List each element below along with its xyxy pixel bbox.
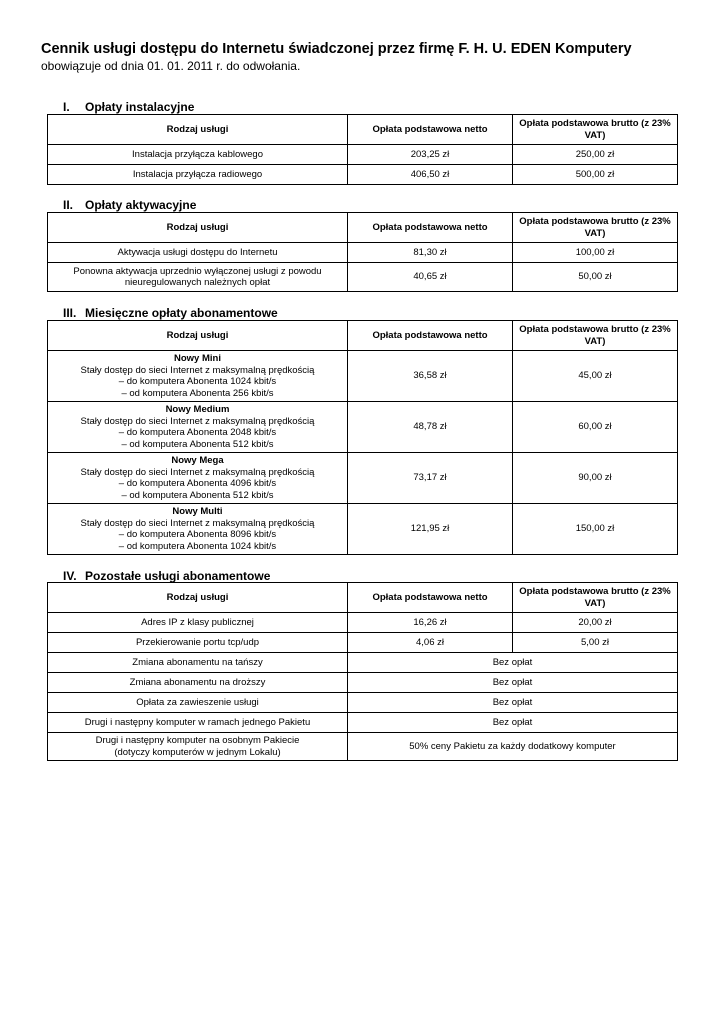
page-title: Cennik usługi dostępu do Internetu świadczonej przez firmę F. H. U. EDEN Komputery — [41, 41, 632, 57]
table-row — [48, 243, 678, 263]
service-line: nieuregulowanych należnych opłat — [124, 277, 271, 288]
net-price-cell: 40,65 zł — [348, 263, 513, 292]
service-cell: Adres IP z klasy publicznej — [48, 613, 348, 633]
package-name: Nowy Multi — [172, 506, 223, 517]
package-download-speed: – do komputera Abonenta 8096 kbit/s — [118, 529, 277, 540]
service-cell: Opłata za zawieszenie usługi — [48, 693, 348, 713]
section-label: Pozostałe usługi abonamentowe — [85, 569, 271, 583]
package-cell — [48, 402, 348, 453]
package-cell — [48, 453, 348, 504]
header-net: Opłata podstawowa netto — [348, 213, 513, 243]
header-service: Rodzaj usługi — [48, 213, 348, 243]
header-net: Opłata podstawowa netto — [348, 321, 513, 351]
section-title-monthly — [63, 306, 278, 320]
package-upload-speed: – od komputera Abonenta 512 kbit/s — [121, 438, 274, 450]
other-fees-table — [47, 582, 678, 761]
section-label: Miesięczne opłaty abonamentowe — [85, 306, 278, 320]
package-description: Stały dostęp do sieci Internet z maksymalną prędkością — [80, 415, 315, 427]
service-cell — [48, 733, 348, 761]
page-subtitle: obowiązuje od dnia 01. 01. 2011 r. do odwołania. — [41, 59, 301, 73]
header-service: Rodzaj usługi — [48, 321, 348, 351]
header-service: Rodzaj usługi — [48, 115, 348, 145]
service-line: Drugi i następny komputer na osobnym Pakiecie — [95, 735, 300, 746]
net-price-cell: 36,58 zł — [348, 351, 513, 402]
package-download-speed: – do komputera Abonenta 2048 kbit/s — [118, 427, 277, 438]
table-row — [48, 693, 678, 713]
merged-price-cell: Bez opłat — [348, 713, 678, 733]
table-row — [48, 673, 678, 693]
service-cell: Aktywacja usługi dostępu do Internetu — [48, 243, 348, 263]
gross-price-cell: 90,00 zł — [513, 453, 678, 504]
section-number: I. — [63, 100, 70, 114]
net-price-cell: 121,95 zł — [348, 504, 513, 555]
package-download-speed: – do komputera Abonenta 4096 kbit/s — [118, 478, 277, 489]
gross-price-cell: 500,00 zł — [513, 165, 678, 185]
service-cell — [48, 263, 348, 292]
package-cell — [48, 504, 348, 555]
gross-price-cell: 5,00 zł — [513, 633, 678, 653]
gross-price-cell: 100,00 zł — [513, 243, 678, 263]
header-gross: Opłata podstawowa brutto (z 23% VAT) — [513, 583, 678, 613]
gross-price-cell: 45,00 zł — [513, 351, 678, 402]
package-name: Nowy Mini — [174, 353, 221, 364]
merged-price-cell: Bez opłat — [348, 673, 678, 693]
package-description: Stały dostęp do sieci Internet z maksymalną prędkością — [80, 466, 315, 478]
package-download-speed: – do komputera Abonenta 1024 kbit/s — [118, 376, 277, 387]
table-row — [48, 453, 678, 504]
merged-price-cell: 50% ceny Pakietu za każdy dodatkowy komputer — [348, 733, 678, 761]
section-number: IV. — [63, 569, 77, 583]
service-cell: Przekierowanie portu tcp/udp — [48, 633, 348, 653]
package-name: Nowy Mega — [171, 455, 224, 466]
table-row — [48, 653, 678, 673]
net-price-cell: 73,17 zł — [348, 453, 513, 504]
table-header-row — [48, 583, 678, 613]
net-price-cell: 406,50 zł — [348, 165, 513, 185]
merged-price-cell: Bez opłat — [348, 653, 678, 673]
section-label: Opłaty aktywacyjne — [85, 198, 197, 212]
table-row — [48, 165, 678, 185]
table-row — [48, 613, 678, 633]
package-description: Stały dostęp do sieci Internet z maksymalną prędkością — [80, 364, 315, 376]
package-name: Nowy Medium — [165, 404, 230, 415]
table-row — [48, 263, 678, 292]
gross-price-cell: 150,00 zł — [513, 504, 678, 555]
package-upload-speed: – od komputera Abonenta 1024 kbit/s — [118, 540, 277, 552]
header-net: Opłata podstawowa netto — [348, 583, 513, 613]
gross-price-cell: 250,00 zł — [513, 145, 678, 165]
table-header-row — [48, 321, 678, 351]
section-number: II. — [63, 198, 74, 212]
service-cell: Instalacja przyłącza radiowego — [48, 165, 348, 185]
gross-price-cell: 20,00 zł — [513, 613, 678, 633]
table-row — [48, 351, 678, 402]
net-price-cell: 48,78 zł — [348, 402, 513, 453]
gross-price-cell: 50,00 zł — [513, 263, 678, 292]
table-header-row — [48, 213, 678, 243]
service-line: Ponowna aktywacja uprzednio wyłączonej usługi z powodu — [73, 265, 322, 277]
activation-fees-table — [47, 212, 678, 292]
net-price-cell: 203,25 zł — [348, 145, 513, 165]
header-gross: Opłata podstawowa brutto (z 23% VAT) — [513, 321, 678, 351]
net-price-cell: 16,26 zł — [348, 613, 513, 633]
header-service: Rodzaj usługi — [48, 583, 348, 613]
package-upload-speed: – od komputera Abonenta 512 kbit/s — [121, 489, 274, 501]
service-cell: Zmiana abonamentu na droższy — [48, 673, 348, 693]
table-row — [48, 633, 678, 653]
package-cell — [48, 351, 348, 402]
service-line: (dotyczy komputerów w jednym Lokalu) — [114, 746, 281, 758]
package-upload-speed: – od komputera Abonenta 256 kbit/s — [121, 387, 274, 399]
header-net: Opłata podstawowa netto — [348, 115, 513, 145]
table-row — [48, 504, 678, 555]
table-header-row — [48, 115, 678, 145]
header-gross: Opłata podstawowa brutto (z 23% VAT) — [513, 213, 678, 243]
table-row — [48, 733, 678, 761]
net-price-cell: 81,30 zł — [348, 243, 513, 263]
installation-fees-table — [47, 114, 678, 185]
monthly-fees-table — [47, 320, 678, 555]
service-cell: Zmiana abonamentu na tańszy — [48, 653, 348, 673]
section-title-activation — [63, 198, 196, 212]
service-cell: Instalacja przyłącza kablowego — [48, 145, 348, 165]
section-title-other — [63, 569, 270, 583]
section-number: III. — [63, 306, 77, 320]
table-row — [48, 713, 678, 733]
net-price-cell: 4,06 zł — [348, 633, 513, 653]
header-gross: Opłata podstawowa brutto (z 23% VAT) — [513, 115, 678, 145]
table-row — [48, 145, 678, 165]
table-row — [48, 402, 678, 453]
section-label: Opłaty instalacyjne — [85, 100, 195, 114]
gross-price-cell: 60,00 zł — [513, 402, 678, 453]
package-description: Stały dostęp do sieci Internet z maksymalną prędkością — [80, 517, 315, 529]
merged-price-cell: Bez opłat — [348, 693, 678, 713]
section-title-installation — [63, 100, 194, 114]
service-cell: Drugi i następny komputer w ramach jednego Pakietu — [48, 713, 348, 733]
